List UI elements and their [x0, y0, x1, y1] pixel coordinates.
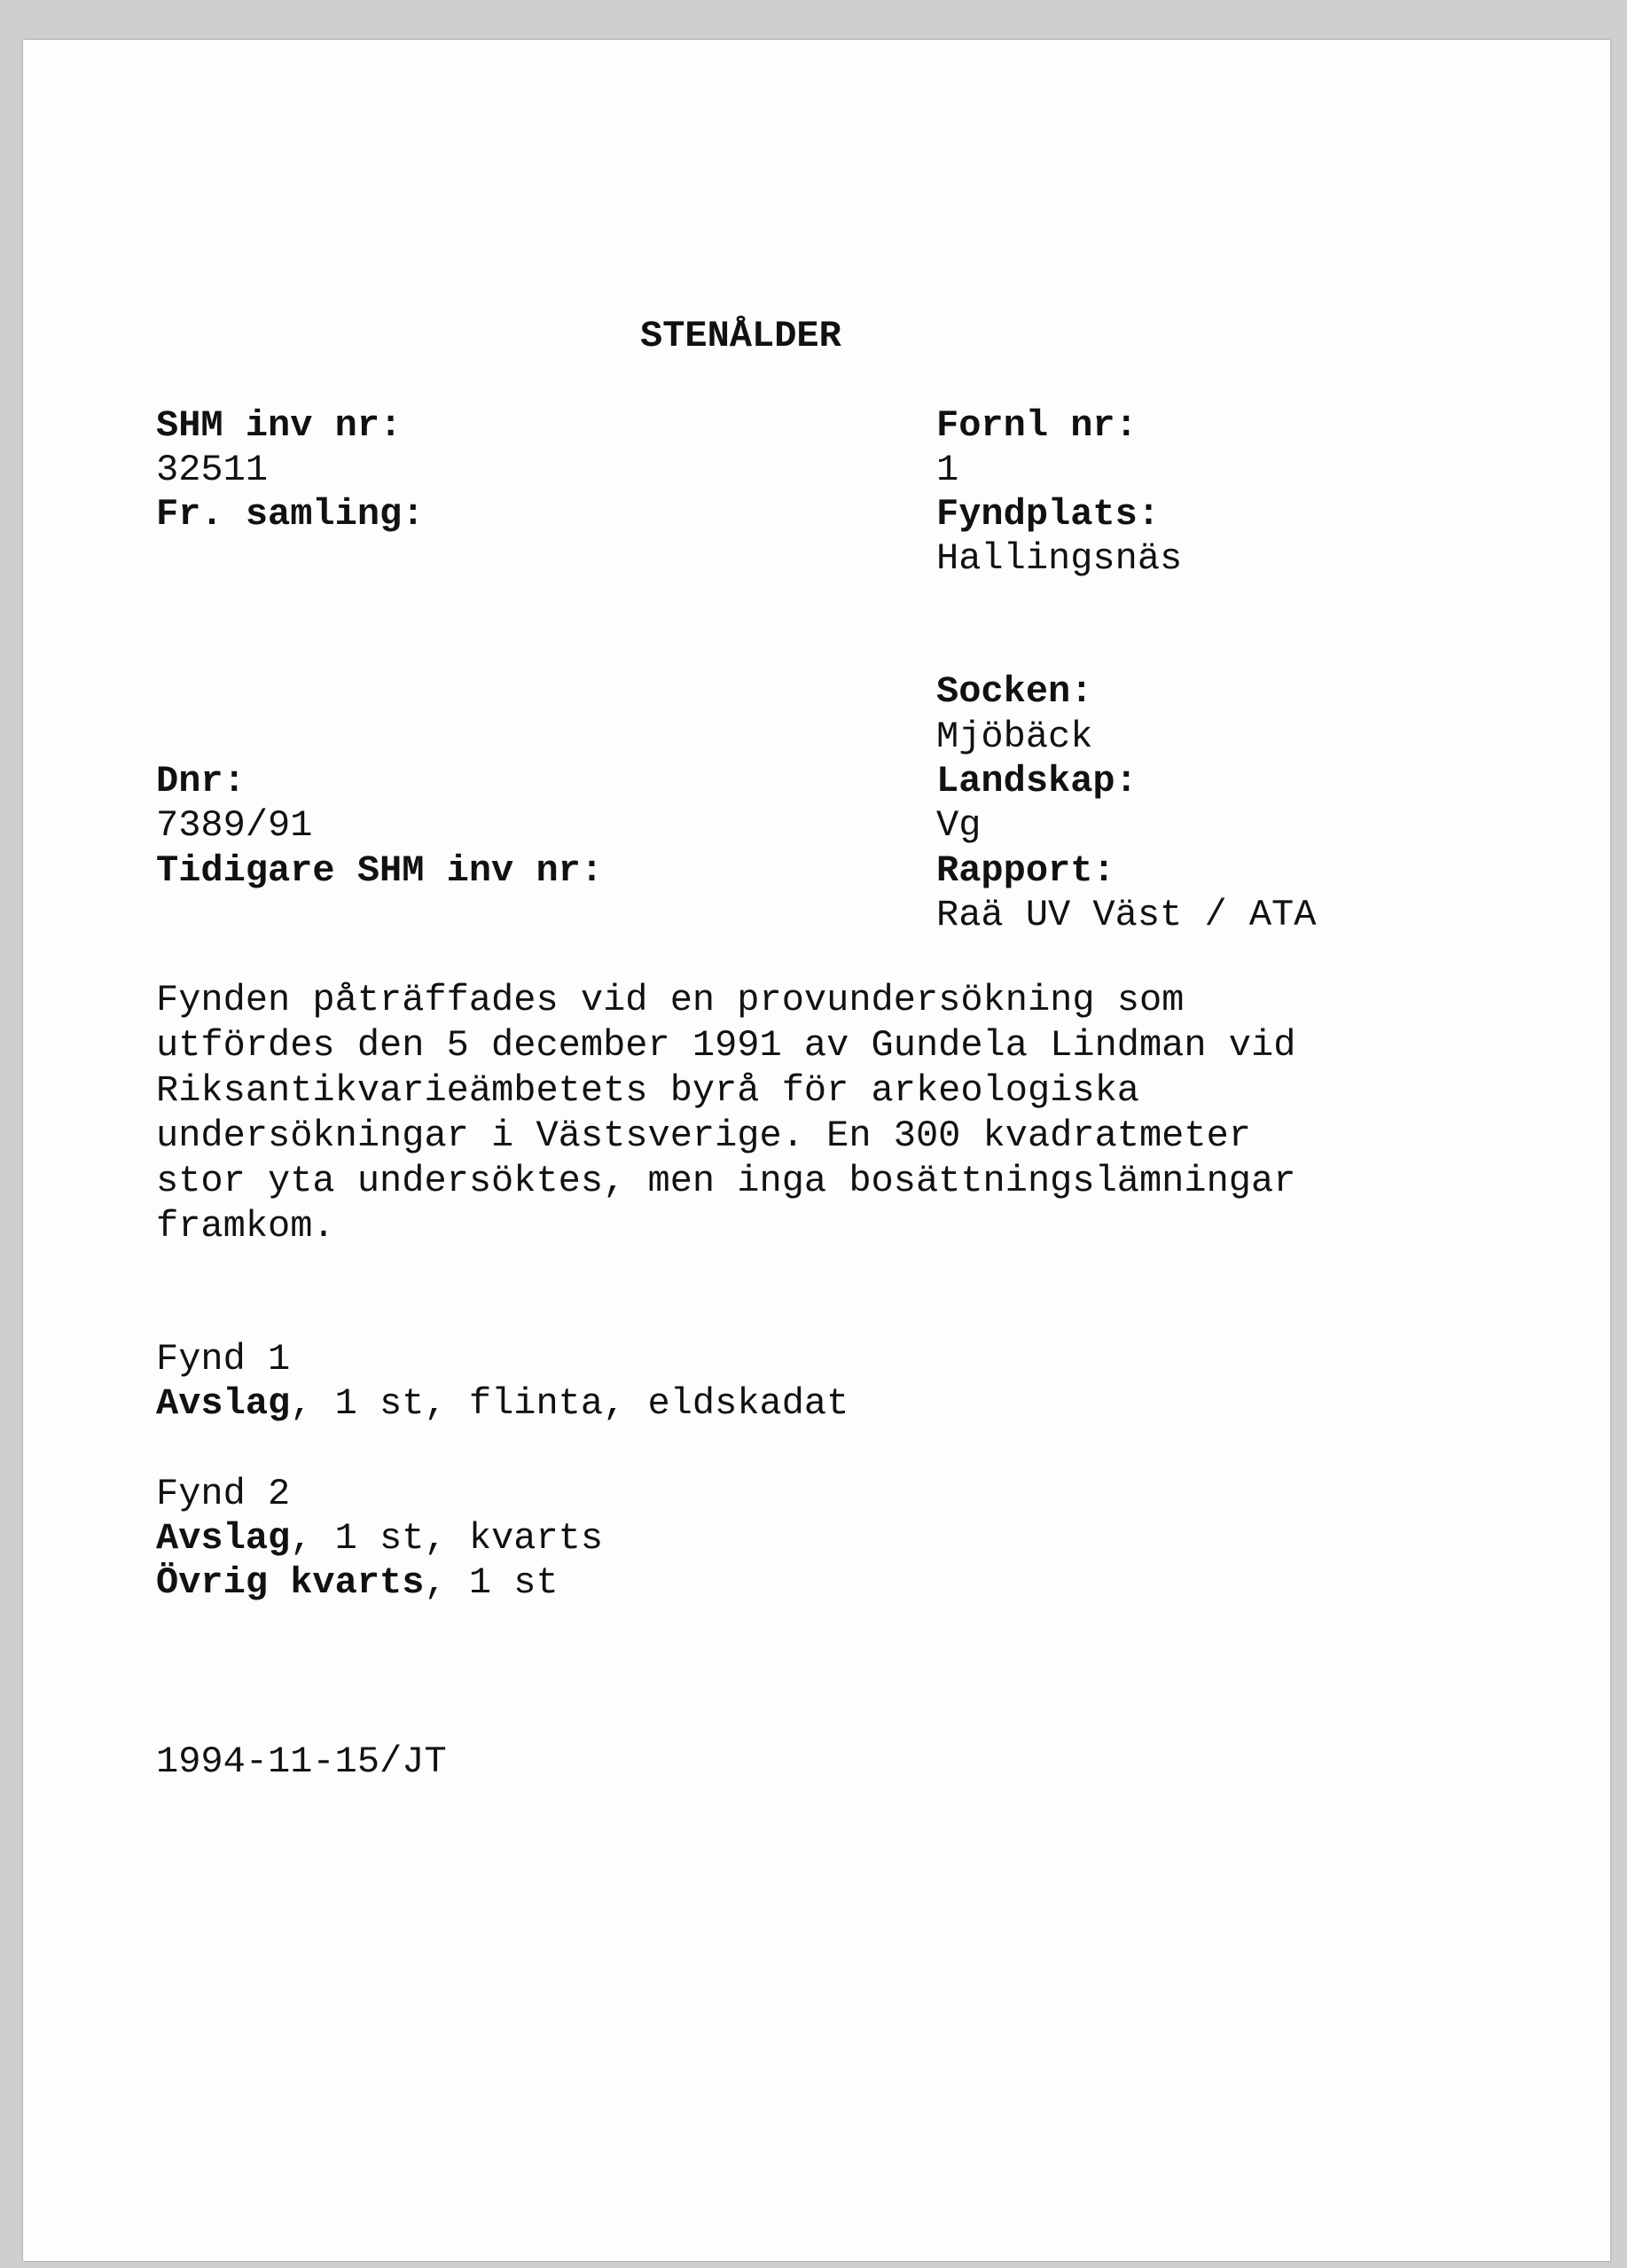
description-line: Riksantikvarieämbetets byrå för arkeologiska: [156, 1069, 1139, 1112]
description-paragraph: [156, 978, 1539, 1249]
fynd-1-item: [156, 1381, 849, 1426]
shm-inv-label: SHM inv nr:: [156, 404, 403, 447]
find-item-name: Avslag: [156, 1382, 291, 1425]
fornl-label: Fornl nr:: [936, 404, 1138, 447]
find-item-details: , 1 st: [424, 1561, 559, 1604]
description-line: stor yta undersöktes, men inga bosättningslämningar: [156, 1160, 1296, 1202]
rapport-value: Raä UV Väst / ATA: [936, 894, 1317, 936]
shm-inv-value: 32511: [156, 449, 269, 491]
description-line: utfördes den 5 december 1991 av Gundela Lindman vid: [156, 1024, 1296, 1067]
dnr-value: 7389/91: [156, 804, 313, 847]
find-item-details: , 1 st, flinta, eldskadat: [290, 1382, 849, 1425]
landskap-value: Vg: [936, 804, 982, 847]
find-item-name: Avslag: [156, 1517, 291, 1560]
fynd-2-item: [156, 1560, 559, 1605]
description-line: undersökningar i Västsverige. En 300 kvadratmeter: [156, 1114, 1252, 1157]
fynd-2-item: [156, 1516, 603, 1560]
fyndplats-value: Hallingsnäs: [936, 537, 1183, 580]
socken-label: Socken:: [936, 670, 1093, 713]
description-line: framkom.: [156, 1205, 335, 1247]
fynd-1-heading: Fynd 1: [156, 1338, 291, 1380]
socken-value: Mjöbäck: [936, 716, 1093, 758]
rapport-label: Rapport:: [936, 849, 1115, 892]
document-title: STENÅLDER: [640, 315, 841, 357]
fyndplats-label: Fyndplats:: [936, 493, 1161, 536]
date-signature: 1994-11-15/JT: [156, 1740, 447, 1783]
tidigare-shm-label: Tidigare SHM inv nr:: [156, 849, 604, 892]
description-line: Fynden påträffades vid en provundersökning som: [156, 979, 1185, 1021]
fr-samling-label: Fr. samling:: [156, 493, 425, 536]
find-item-details: , 1 st, kvarts: [290, 1517, 604, 1560]
landskap-label: Landskap:: [936, 760, 1138, 802]
fynd-2-heading: Fynd 2: [156, 1473, 291, 1515]
dnr-label: Dnr:: [156, 760, 246, 802]
fornl-value: 1: [936, 449, 959, 491]
find-item-name: Övrig kvarts: [156, 1561, 425, 1604]
